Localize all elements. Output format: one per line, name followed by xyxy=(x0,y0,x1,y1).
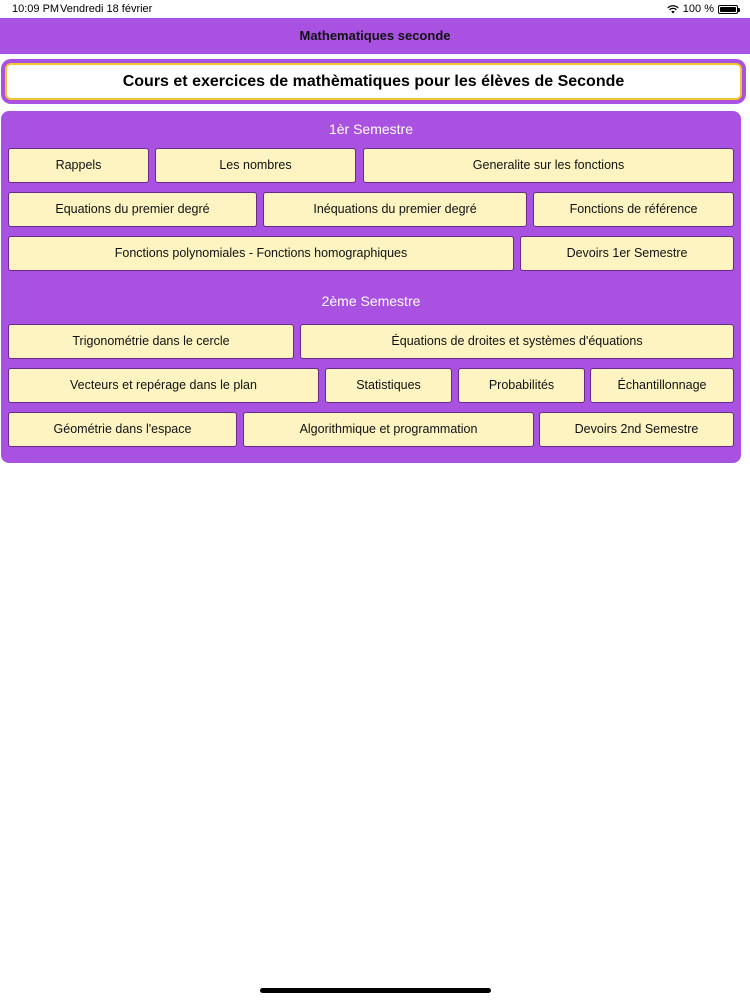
status-right xyxy=(667,0,738,18)
lesson-button-echantillonnage[interactable]: Échantillonnage xyxy=(590,368,734,403)
status-date: Vendredi 18 février xyxy=(60,3,153,15)
lesson-button-fonctions-reference[interactable]: Fonctions de référence xyxy=(533,192,734,227)
lesson-button-geometrie-espace[interactable]: Géométrie dans l'espace xyxy=(8,412,237,447)
lesson-button-les-nombres[interactable]: Les nombres xyxy=(155,148,356,183)
lesson-button-devoirs-1er-semestre[interactable]: Devoirs 1er Semestre xyxy=(520,236,734,271)
battery-icon xyxy=(718,5,738,14)
lesson-button-rappels[interactable]: Rappels xyxy=(8,148,149,183)
lesson-button-equations-droites[interactable]: Équations de droites et systèmes d'équations xyxy=(300,324,734,359)
lesson-button-inequations-premier-degre[interactable]: Inéquations du premier degré xyxy=(263,192,527,227)
lesson-button-statistiques[interactable]: Statistiques xyxy=(325,368,452,403)
lesson-button-trigonometrie[interactable]: Trigonométrie dans le cercle xyxy=(8,324,294,359)
banner-title: Cours et exercices de mathèmatiques pour les élèves de Seconde xyxy=(5,63,742,100)
status-time: 10:09 PM xyxy=(12,3,60,15)
battery-percent: 100 % xyxy=(682,3,714,15)
lesson-button-algorithmique[interactable]: Algorithmique et programmation xyxy=(243,412,534,447)
lesson-button-vecteurs[interactable]: Vecteurs et repérage dans le plan xyxy=(8,368,319,403)
home-indicator[interactable] xyxy=(260,988,491,993)
lesson-button-probabilites[interactable]: Probabilités xyxy=(458,368,585,403)
lesson-button-devoirs-2nd-semestre[interactable]: Devoirs 2nd Semestre xyxy=(539,412,734,447)
status-bar xyxy=(0,0,750,18)
banner-container xyxy=(1,59,746,104)
lesson-button-equations-premier-degre[interactable]: Equations du premier degré xyxy=(8,192,257,227)
semester1-title: 1èr Semestre xyxy=(328,121,414,137)
nav-title: Mathematiques seconde xyxy=(299,28,451,43)
lesson-button-fonctions-polynomiales[interactable]: Fonctions polynomiales - Fonctions homographiques xyxy=(8,236,514,271)
semester2-title: 2ème Semestre xyxy=(321,293,421,309)
nav-bar xyxy=(0,18,750,54)
lesson-button-generalite-fonctions[interactable]: Generalite sur les fonctions xyxy=(363,148,734,183)
wifi-icon xyxy=(667,4,679,14)
semesters-panel xyxy=(1,111,741,463)
